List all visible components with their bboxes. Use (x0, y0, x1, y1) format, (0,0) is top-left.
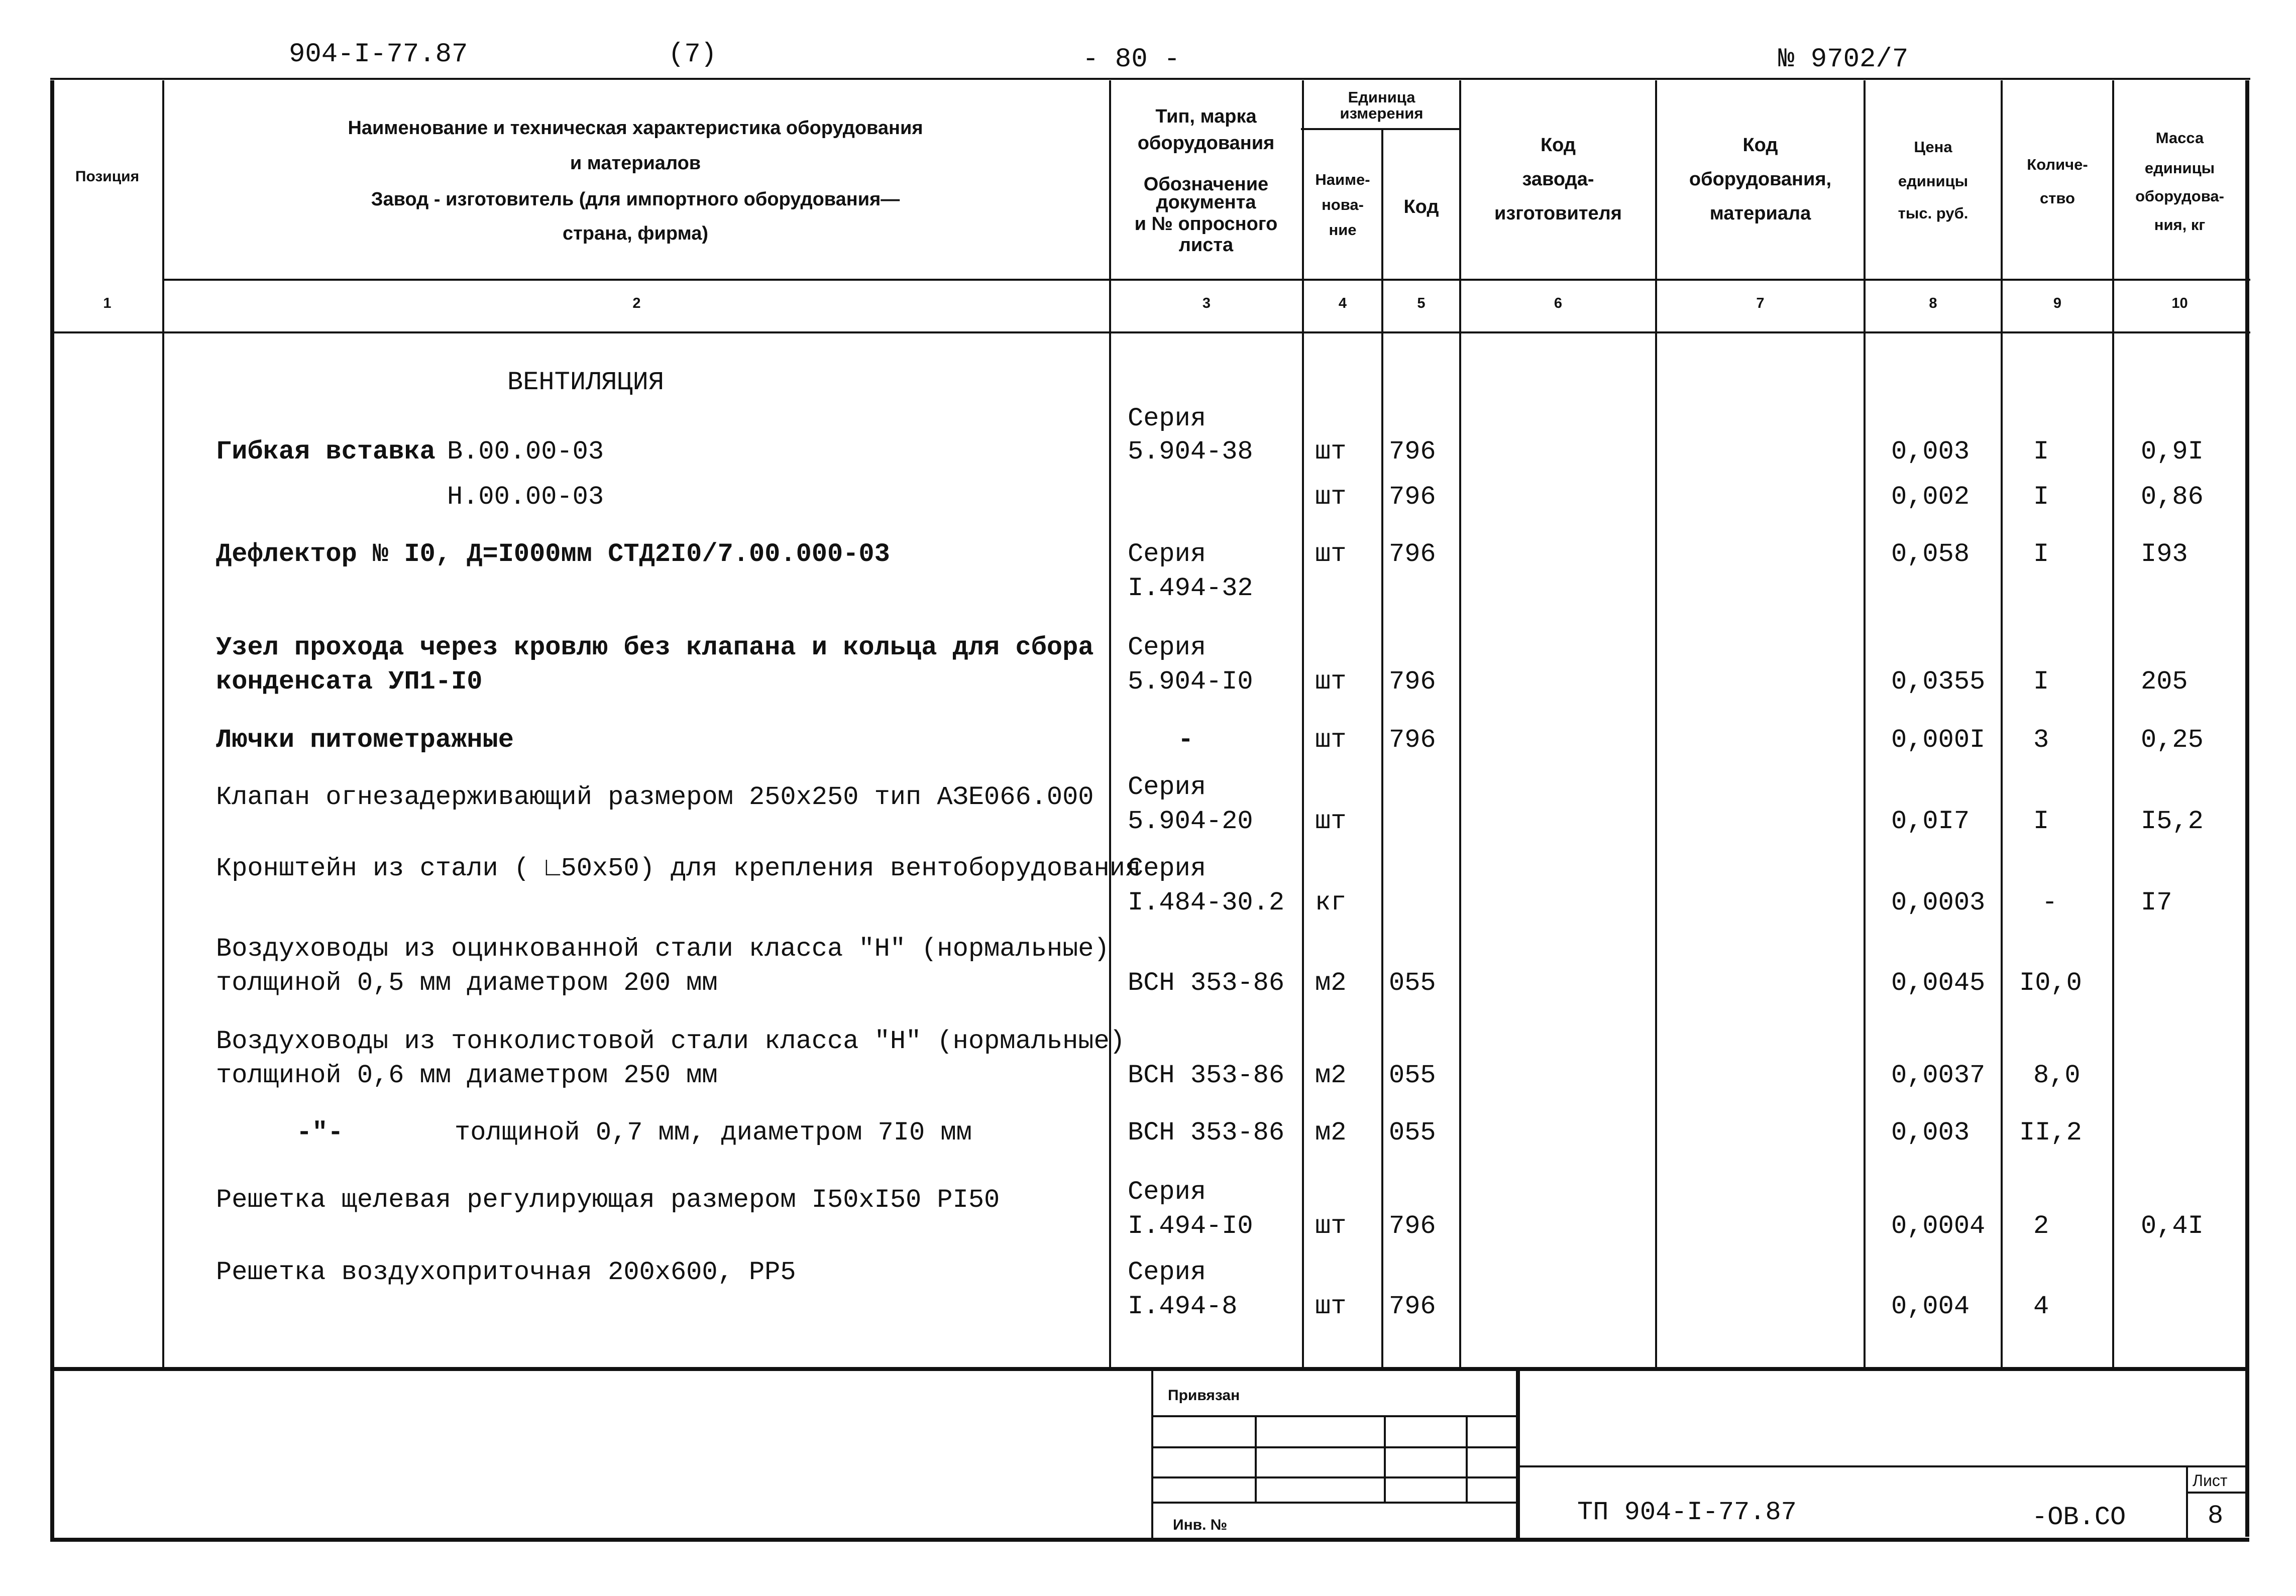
stamp-left-line (50, 1369, 54, 1539)
stamp-box-left (1151, 1369, 1153, 1539)
sheet-paren: (7) (668, 39, 717, 70)
header-position: Позиция (75, 168, 140, 185)
row-4-doc-l2: 5.904-I0 (1128, 667, 1253, 697)
row-8-name-l2: толщиной 0,5 мм диаметром 200 мм (216, 968, 718, 998)
row-9-name-l2: толщиной 0,6 мм диаметром 250 мм (216, 1061, 718, 1090)
row-7-name: Кронштейн из стали ( ∟50х50) для крепления вентоборудования (216, 854, 1141, 883)
col-line-5 (1459, 80, 1461, 1369)
header-qty-l2: ство (2039, 189, 2075, 207)
stamp-box-line-4 (1153, 1502, 1517, 1504)
header-type-l6: листа (1178, 235, 1234, 256)
header-unit-l1: Единица (1348, 88, 1415, 106)
row-3-doc-l2: I.494-32 (1128, 574, 1253, 603)
header-name-l4: страна, фирма) (562, 223, 708, 244)
row-4-price: 0,0355 (1891, 667, 1986, 697)
row-2-name-mark: Н.00.00-03 (447, 482, 604, 512)
row-10-code: 055 (1389, 1118, 1436, 1148)
row-9-code: 055 (1389, 1061, 1436, 1090)
row-9-unit: м2 (1315, 1061, 1347, 1090)
stamp-box-vline-3 (1466, 1416, 1468, 1502)
row-1-qty: I (2033, 437, 2049, 467)
row-6-doc-l1: Серия (1128, 772, 1207, 802)
stamp-tp-code: ТП 904-I-77.87 (1577, 1498, 1797, 1527)
row-2-code: 796 (1389, 482, 1436, 512)
row-4-name-l2: конденсата УП1-I0 (216, 667, 483, 697)
header-price-l1: Цена (1914, 138, 1952, 156)
header-unit-name-l1: Наиме- (1315, 171, 1370, 188)
row-7-qty: - (2042, 888, 2058, 918)
col-line-9 (2112, 80, 2114, 1369)
row-12-unit: шт (1315, 1292, 1347, 1321)
header-bottom-line (163, 279, 2250, 281)
row-3-unit: шт (1315, 539, 1347, 569)
row-6-price: 0,0I7 (1891, 807, 1970, 836)
stamp-box-line-1 (1153, 1415, 1517, 1417)
header-equip-l2: оборудования, (1689, 169, 1832, 190)
col-line-6 (1655, 80, 1657, 1369)
document-number: № 9702/7 (1778, 44, 1909, 75)
row-7-price: 0,0003 (1891, 888, 1986, 918)
unit-group-line (1301, 128, 1459, 130)
colnum-4: 4 (1338, 295, 1347, 311)
col-line-2 (1109, 80, 1111, 1369)
colnum-2: 2 (632, 295, 641, 311)
row-3-code: 796 (1389, 539, 1436, 569)
colnum-10: 10 (2171, 295, 2188, 311)
row-8-unit: м2 (1315, 968, 1347, 998)
row-1-code: 796 (1389, 437, 1436, 467)
row-1-name-mark: В.00.00-03 (447, 437, 604, 467)
header-type-l3: Обозначение (1143, 174, 1269, 195)
row-6-mass: I5,2 (2141, 807, 2204, 836)
header-price-l3: тыс. руб. (1898, 204, 1969, 222)
row-7-doc-l1: Серия (1128, 854, 1207, 883)
row-5-qty: 3 (2033, 725, 2049, 755)
row-9-price: 0,0037 (1891, 1061, 1986, 1090)
stamp-box-vline-2 (1384, 1416, 1386, 1502)
row-8-price: 0,0045 (1891, 968, 1986, 998)
row-9-doc: ВСН 353-86 (1128, 1061, 1285, 1090)
row-8-doc: ВСН 353-86 (1128, 968, 1285, 998)
colnum-8: 8 (1929, 295, 1937, 311)
row-10-name: толщиной 0,7 мм, диаметром 7I0 мм (455, 1118, 972, 1148)
row-1-price: 0,003 (1891, 437, 1970, 467)
row-6-qty: I (2033, 807, 2049, 836)
row-11-unit: шт (1315, 1211, 1347, 1241)
row-12-name: Решетка воздухоприточная 200х600, РР5 (216, 1258, 796, 1287)
header-mass-l2: единицы (2144, 159, 2215, 177)
row-6-name: Клапан огнезадерживающий размером 250х250 тип АЗЕ066.000 (216, 782, 1094, 812)
row-1-unit: шт (1315, 437, 1347, 467)
row-10-unit: м2 (1315, 1118, 1347, 1148)
row-12-qty: 4 (2033, 1292, 2049, 1321)
col-line-10 (2245, 80, 2249, 1537)
row-2-mass: 0,86 (2141, 482, 2204, 512)
row-5-code: 796 (1389, 725, 1436, 755)
col-line-3 (1302, 80, 1304, 1369)
header-name-l1: Наименование и техническая характеристика оборудования (348, 118, 923, 139)
colnum-3: 3 (1202, 295, 1211, 311)
section-title: ВЕНТИЛЯЦИЯ (507, 368, 665, 397)
row-1-name: Гибкая вставка (216, 437, 435, 467)
row-11-price: 0,0004 (1891, 1211, 1986, 1241)
row-12-code: 796 (1389, 1292, 1436, 1321)
row-10-ditto: -"- (296, 1118, 344, 1148)
table-top-border (50, 78, 2250, 80)
colnum-6: 6 (1554, 295, 1563, 311)
header-qty-l1: Количе- (2027, 156, 2088, 173)
stamp-list-vline (2186, 1465, 2188, 1538)
row-11-doc-l1: Серия (1128, 1177, 1207, 1207)
row-8-name-l1: Воздуховоды из оцинкованной стали класса "Н" (нормальные) (216, 934, 1110, 964)
row-5-mass: 0,25 (2141, 725, 2204, 755)
header-unit-l2: измерения (1340, 104, 1424, 122)
stamp-box-line-2 (1153, 1446, 1517, 1448)
col-line-7 (1864, 80, 1866, 1369)
header-type-l2: оборудования (1137, 133, 1275, 154)
page-bottom-line (50, 1538, 2249, 1542)
row-8-code: 055 (1389, 968, 1436, 998)
row-4-qty: I (2033, 667, 2049, 697)
row-1-doc-l1: Серия (1128, 404, 1207, 433)
stamp-inv-label: Инв. № (1173, 1517, 1228, 1533)
stamp-box-vline-1 (1255, 1416, 1257, 1502)
col-line-1 (162, 80, 164, 1369)
row-11-doc-l2: I.494-I0 (1128, 1211, 1253, 1241)
row-11-code: 796 (1389, 1211, 1436, 1241)
header-mass-l3: оборудова- (2135, 187, 2224, 205)
colnum-7: 7 (1756, 295, 1765, 311)
row-7-unit: кг (1315, 888, 1347, 918)
stamp-ov-code: -ОВ.СО (2032, 1503, 2126, 1532)
row-9-name-l1: Воздуховоды из тонколистовой стали класса "Н" (нормальные) (216, 1027, 1125, 1056)
doc-code-top: 904-I-77.87 (289, 39, 468, 70)
row-8-qty: I0,0 (2019, 968, 2082, 998)
row-5-unit: шт (1315, 725, 1347, 755)
header-type-l1: Тип, марка (1155, 106, 1257, 127)
row-6-unit: шт (1315, 807, 1347, 836)
row-7-mass: I7 (2141, 888, 2172, 918)
stamp-list-number: 8 (2208, 1501, 2224, 1531)
stamp-privyazan-label: Привязан (1168, 1387, 1240, 1404)
header-factory-l3: изготовителя (1494, 203, 1622, 224)
col-line-4 (1381, 128, 1383, 1369)
header-factory-l2: завода- (1522, 169, 1594, 190)
row-4-unit: шт (1315, 667, 1347, 697)
header-equip-l1: Код (1742, 135, 1778, 156)
stamp-title-line (1518, 1465, 2246, 1467)
header-unit-code: Код (1403, 196, 1439, 217)
row-4-mass: 205 (2141, 667, 2188, 697)
row-9-qty: 8,0 (2033, 1061, 2081, 1090)
header-unit-name-l3: ние (1329, 221, 1357, 239)
stamp-box-line-3 (1153, 1476, 1517, 1478)
row-3-mass: I93 (2141, 539, 2188, 569)
header-mass-l1: Масса (2155, 129, 2204, 147)
row-3-name: Дефлектор № I0, Д=I000мм СТД2I0/7.00.000-03 (216, 539, 890, 569)
header-unit-name-l2: нова- (1322, 196, 1364, 213)
row-11-qty: 2 (2033, 1211, 2049, 1241)
row-4-code: 796 (1389, 667, 1436, 697)
header-type-l5: и № опросного (1134, 213, 1278, 235)
stamp-box-right (1516, 1369, 1520, 1539)
row-6-doc-l2: 5.904-20 (1128, 807, 1253, 836)
row-12-price: 0,004 (1891, 1292, 1970, 1321)
row-10-price: 0,003 (1891, 1118, 1970, 1148)
row-2-price: 0,002 (1891, 482, 1970, 512)
row-2-unit: шт (1315, 482, 1347, 512)
row-1-mass: 0,9I (2141, 437, 2204, 467)
row-10-qty: II,2 (2019, 1118, 2082, 1148)
numbers-bottom-line (50, 331, 2250, 333)
header-factory-l1: Код (1540, 135, 1576, 156)
col-line-0 (50, 80, 54, 1369)
colnum-5: 5 (1417, 295, 1426, 311)
header-name-l2: и материалов (570, 153, 701, 174)
row-11-name: Решетка щелевая регулирующая размером I50хI50 PI50 (216, 1185, 1000, 1215)
stamp-list-hline (2188, 1492, 2246, 1494)
colnum-9: 9 (2053, 295, 2062, 311)
stamp-top-line (50, 1367, 2249, 1371)
colnum-1: 1 (103, 295, 112, 311)
row-3-qty: I (2033, 539, 2049, 569)
header-name-l3: Завод - изготовитель (для импортного оборудования— (371, 189, 900, 210)
header-type-l4: документа (1156, 192, 1256, 213)
row-11-mass: 0,4I (2141, 1211, 2204, 1241)
row-5-name: Лючки питометражные (216, 725, 514, 755)
row-3-price: 0,058 (1891, 539, 1970, 569)
row-5-price: 0,000I (1891, 725, 1986, 755)
header-price-l2: единицы (1898, 172, 1969, 190)
row-12-doc-l1: Серия (1128, 1258, 1207, 1287)
row-4-name-l1: Узел прохода через кровлю без клапана и кольца для сбора (216, 633, 1094, 662)
row-1-doc-l2: 5.904-38 (1128, 437, 1253, 467)
row-5-doc: - (1178, 725, 1194, 755)
row-10-doc: ВСН 353-86 (1128, 1118, 1285, 1148)
col-line-8 (2001, 80, 2003, 1369)
row-2-qty: I (2033, 482, 2049, 512)
header-equip-l3: материала (1709, 203, 1811, 224)
row-7-doc-l2: I.484-30.2 (1128, 888, 1285, 918)
row-12-doc-l2: I.494-8 (1128, 1292, 1238, 1321)
row-4-doc-l1: Серия (1128, 633, 1207, 662)
page-number: - 80 - (1082, 44, 1180, 75)
row-3-doc-l1: Серия (1128, 539, 1207, 569)
stamp-list-label: Лист (2193, 1471, 2228, 1490)
header-mass-l4: ния, кг (2154, 216, 2206, 234)
